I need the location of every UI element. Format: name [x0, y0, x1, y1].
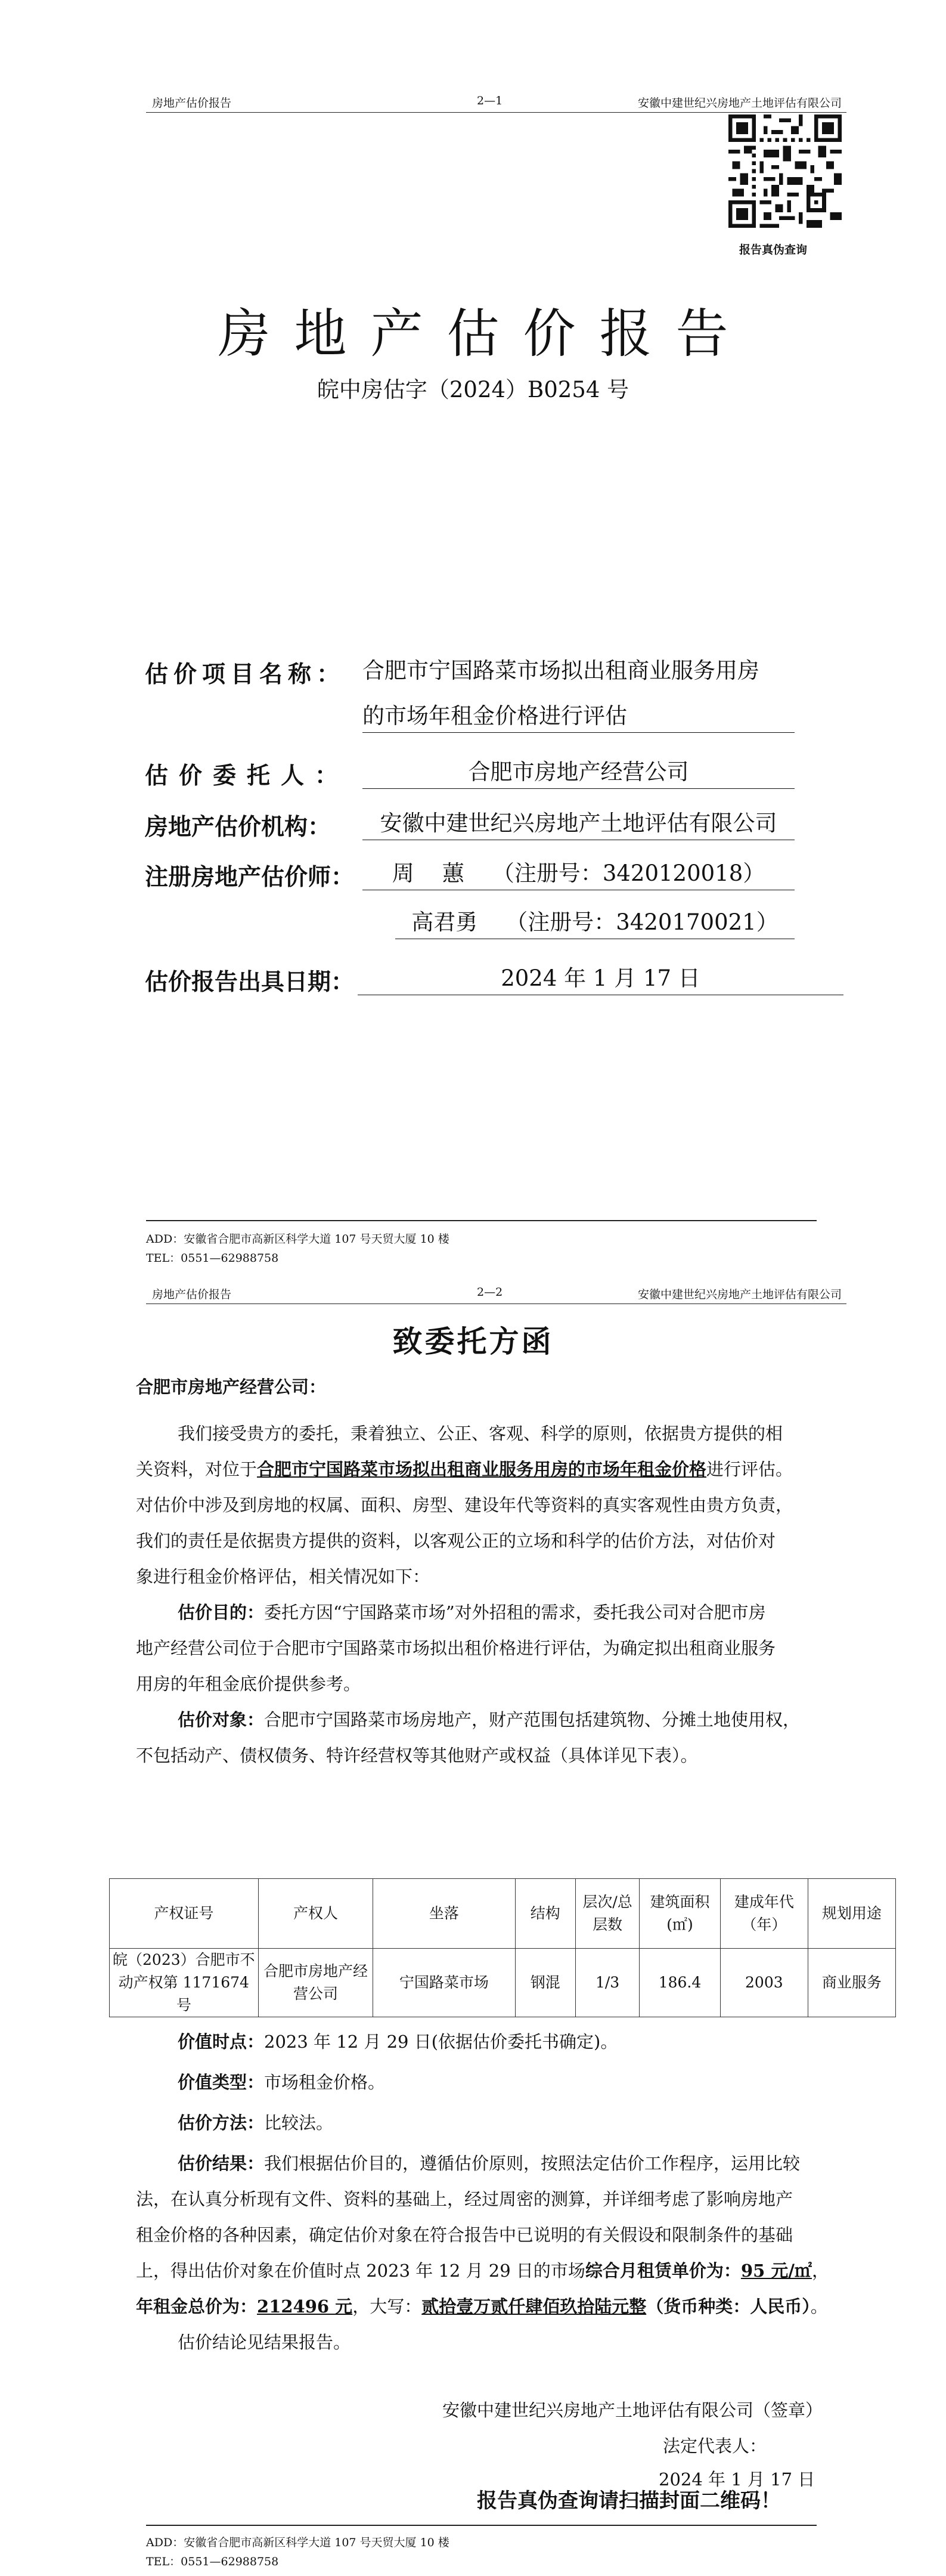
- appraiser-2: 高君勇 （注册号：3420170021）: [395, 908, 795, 939]
- letter-intro: [136, 1369, 905, 1773]
- page-header: [146, 1282, 846, 1304]
- verify-note: 报告真伪查询请扫描封面二维码！: [477, 2489, 781, 2513]
- para-1-line-1: 我们接受贵方的委托，秉着独立、公正、客观、科学的原则，依据贵方提供的相: [178, 1423, 783, 1444]
- para-1-line-4: 我们的责任是依据贵方提供的资料，以客观公正的立场和科学的估价方法，对估价对: [136, 1531, 776, 1551]
- appraiser-1: 周 蕙 （注册号：3420120018）: [362, 859, 795, 890]
- value-type-line: 价值类型：市场租金价格。: [178, 2072, 386, 2092]
- client-value: 合肥市房地产经营公司: [362, 757, 795, 789]
- object-label: 估价对象：: [178, 1710, 265, 1730]
- purpose-line-3: 用房的年租金底价提供参考。: [136, 1674, 361, 1694]
- date-value: 2024 年 1 月 17 日: [358, 964, 843, 995]
- object-line-1: 估价对象：合肥市宁国路菜市场房地产，财产范围包括建筑物、分摊土地使用权，: [178, 1710, 801, 1730]
- result-line-4: 上，得出估价对象在价值时点 2023 年 12 月 29 日的市场综合月租赁单价为：95 元/㎡，: [136, 2261, 829, 2281]
- letter-details: [136, 2024, 905, 2360]
- footer-divider: [146, 1220, 817, 1221]
- col-floors: 层次/总层数: [576, 1879, 640, 1949]
- signature-date: 2024 年 1 月 17 日: [659, 2469, 815, 2490]
- cell-area: 186.4: [640, 1949, 721, 2017]
- report-title: 房地产估价报告: [218, 303, 752, 364]
- purpose-label: 估价目的：: [178, 1602, 265, 1623]
- project-value-line1: 合肥市宁国路菜市场拟出租商业服务用房: [362, 658, 759, 683]
- amount-in-words: 贰拾壹万贰仟肆佰玖拾陆元整: [421, 2296, 647, 2317]
- cell-owner: 合肥市房地产经营公司: [258, 1949, 373, 2017]
- col-usage: 规划用途: [808, 1879, 895, 1949]
- project-value-line2: 的市场年租金价格进行评估: [362, 701, 795, 733]
- result-line-1: 估价结果：我们根据估价目的，遵循估价原则，按照法定估价工作程序，运用比较: [178, 2153, 801, 2174]
- letter-title: 致委托方函: [392, 1324, 554, 1359]
- appraiser-label: 注册房地产估价师：: [145, 863, 355, 891]
- footer: [146, 2533, 449, 2571]
- col-cert-no: 产权证号: [110, 1879, 259, 1949]
- footer-address: ADD：安徽省合肥市高新区科学大道 107 号天贸大厦 10 楼: [146, 2536, 449, 2549]
- date-label: 估价报告出具日期：: [145, 968, 355, 996]
- object-line-2: 不包括动产、债权债务、特许经营权等其他财产或权益（具体详见下表）。: [136, 1745, 698, 1766]
- qr-label: 报告真伪查询: [739, 243, 808, 256]
- header-left: 房地产估价报告: [152, 1288, 232, 1301]
- para-1-line-2: 关资料，对位于合肥市宁国路菜市场拟出租商业服务用房的市场年租金价格进行评估。: [136, 1459, 793, 1479]
- col-area: 建筑面积(㎡): [640, 1879, 721, 1949]
- table-row: [110, 1949, 896, 2017]
- col-location: 坐落: [373, 1879, 515, 1949]
- header-company: 安徽中建世纪兴房地产土地评估有限公司: [637, 97, 842, 110]
- report-number: 皖中房估字（2024）B0254 号: [317, 377, 629, 402]
- project-label: 估价项目名称：: [145, 661, 346, 688]
- col-owner: 产权人: [258, 1879, 373, 1949]
- cell-usage: 商业服务: [808, 1949, 895, 2017]
- page-header: [146, 91, 846, 113]
- header-company: 安徽中建世纪兴房地产土地评估有限公司: [637, 1288, 842, 1301]
- client-label: 估价委托人：: [145, 762, 349, 789]
- purpose-line-1: 估价目的：委托方因“宁国路菜市场”对外招租的需求，委托我公司对合肥市房: [178, 1602, 766, 1623]
- purpose-line-2: 地产经营公司位于合肥市宁国路菜市场拟出租价格进行评估，为确定拟出租商业服务: [136, 1638, 776, 1658]
- footer-divider: [146, 2525, 817, 2526]
- cell-cert-no: 皖（2023）合肥市不动产权第 1171674 号: [110, 1949, 259, 2017]
- result-line-5: 年租金总价为：212496 元，大写：贰拾壹万贰仟肆佰玖拾陆元整（货币种类：人民币）。: [136, 2296, 828, 2317]
- letter-page: [0, 1282, 946, 2576]
- method-line: 估价方法：比较法。: [178, 2113, 334, 2133]
- footer-tel: TEL：0551—62988758: [146, 1252, 279, 1265]
- footer-address: ADD：安徽省合肥市高新区科学大道 107 号天贸大厦 10 楼: [146, 1233, 449, 1246]
- para-1-line-3: 对估价中涉及到房地的权属、面积、房型、建设年代等资料的真实客观性由贵方负责，: [136, 1495, 793, 1515]
- header-left: 房地产估价报告: [152, 97, 232, 110]
- annual-total: 212496 元: [257, 2296, 353, 2317]
- monthly-unit-price: 95 元/㎡: [740, 2261, 812, 2281]
- cover-page: [0, 0, 946, 1282]
- header-page-number: 2—2: [477, 1286, 503, 1299]
- value-type-label: 价值类型：: [178, 2072, 265, 2092]
- company-signature: 安徽中建世纪兴房地产土地评估有限公司（签章）: [442, 2400, 823, 2420]
- col-structure: 结构: [515, 1879, 575, 1949]
- cell-structure: 钢混: [515, 1949, 575, 2017]
- footer-tel: TEL：0551—62988758: [146, 2555, 279, 2568]
- salutation: 合肥市房地产经营公司：: [136, 1377, 327, 1397]
- agency-label: 房地产估价机构：: [145, 813, 331, 841]
- cell-location: 宁国路菜市场: [373, 1949, 515, 2017]
- cell-year: 2003: [720, 1949, 808, 2017]
- property-table: [109, 1878, 896, 2017]
- col-year: 建成年代（年）: [720, 1879, 808, 1949]
- header-page-number: 2—1: [477, 94, 503, 107]
- qr-code-icon[interactable]: [728, 114, 842, 228]
- footer: [146, 1230, 449, 1268]
- para-1-line-5: 象进行租金价格评估，相关情况如下：: [136, 1566, 430, 1587]
- result-line-3: 租金价格的各种因素，确定估价对象在符合报告中已说明的有关假设和限制条件的基础: [136, 2225, 793, 2245]
- cell-floors: 1/3: [576, 1949, 640, 2017]
- value-date-line: 价值时点：2023 年 12 月 29 日(依据估价委托书确定)。: [178, 2032, 618, 2052]
- legal-representative: 法定代表人：: [663, 2436, 767, 2456]
- subject-highlight: 合肥市宁国路菜市场拟出租商业服务用房的市场年租金价格: [257, 1459, 707, 1479]
- method-label: 估价方法：: [178, 2113, 265, 2133]
- value-date-label: 价值时点：: [178, 2032, 265, 2052]
- result-label: 估价结果：: [178, 2153, 265, 2174]
- table-header-row: [110, 1879, 896, 1949]
- result-line-2: 法，在认真分析现有文件、资料的基础上，经过周密的测算，并详细考虑了影响房地产: [136, 2189, 793, 2209]
- conclusion-line: 估价结论见结果报告。: [178, 2332, 351, 2352]
- agency-value: 安徽中建世纪兴房地产土地评估有限公司: [362, 809, 795, 840]
